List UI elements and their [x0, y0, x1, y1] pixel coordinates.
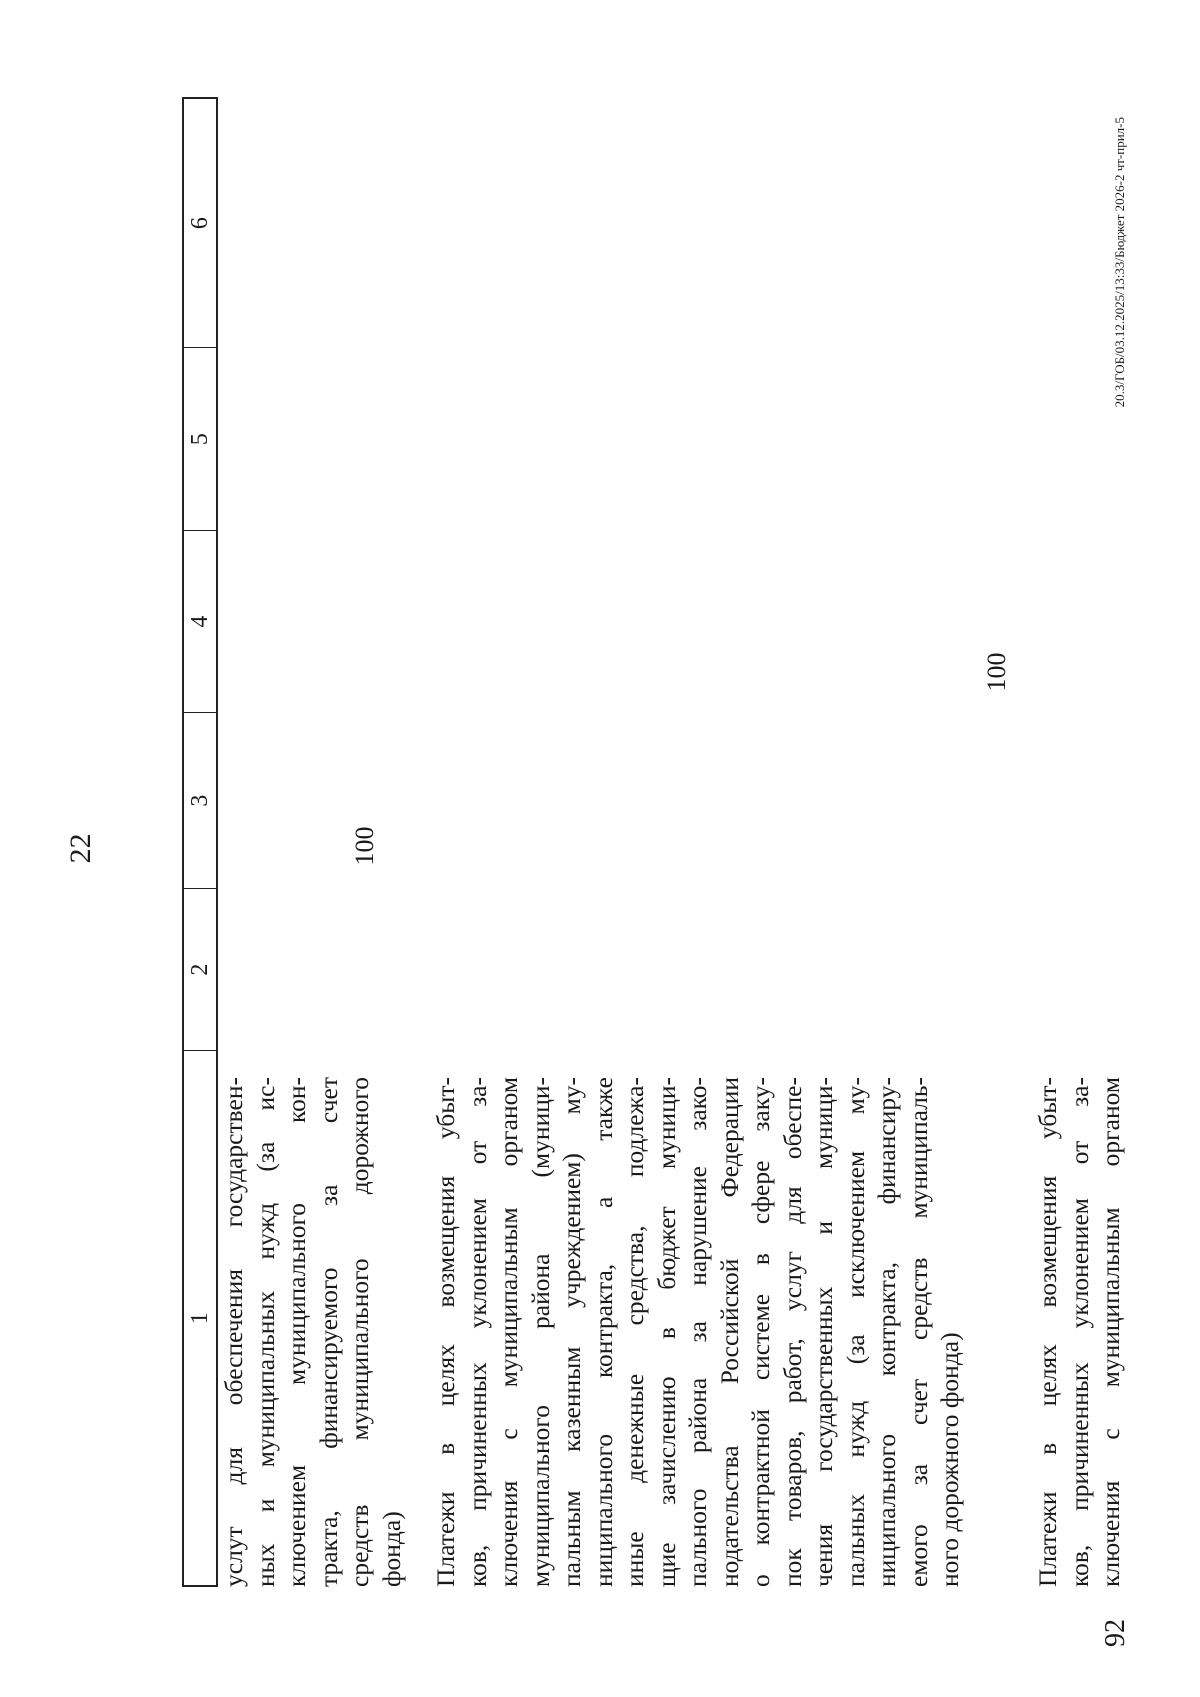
row-2-line: щие зачислению в бюджет муници- — [651, 1077, 681, 1587]
row-1-line: ных и муниципальных нужд (за ис- — [250, 1077, 280, 1587]
page-number-top: 22 — [64, 833, 97, 864]
row-2-line: о контрактной системе в сфере заку- — [746, 1077, 775, 1587]
row-2-line: пального района за нарушение зако- — [683, 1077, 712, 1587]
page-number-bottom: 92 — [1100, 1619, 1131, 1647]
row-2-line: Платежи в целях возмещения убыт- — [431, 1077, 460, 1587]
row-1-line: услут для обеспечения государствен- — [219, 1077, 248, 1587]
row-2-line: ного дорожного фонда) — [935, 1332, 964, 1587]
table-header-row — [182, 97, 218, 1587]
header-col-5: 5 — [184, 347, 216, 530]
table-row-1-text — [218, 1077, 407, 1587]
row-2-line: ниципального контракта, а также — [588, 1077, 618, 1587]
header-col-2: 2 — [184, 888, 216, 1051]
table-row-2-text — [430, 1077, 966, 1587]
row-2-line: пок товаров, работ, услуг для обеспе- — [777, 1077, 807, 1587]
row-3-line: ключения с муниципальным органом — [1096, 1077, 1125, 1587]
row-1-line: тракта, финансируемого за счет — [313, 1077, 343, 1587]
row-2-line: ниципального контракта, финансиру- — [872, 1077, 901, 1587]
row-3-line: ков, причиненных уклонением от за- — [1064, 1077, 1094, 1587]
row-2-line: чения государственных и муници- — [809, 1077, 838, 1587]
header-col-3: 3 — [184, 712, 216, 888]
row-1-col-3-value: 100 — [350, 826, 379, 866]
header-col-4: 4 — [184, 530, 216, 713]
row-2-line: ков, причиненных уклонением от за- — [462, 1077, 492, 1587]
row-2-line: ключения с муниципальным органом — [494, 1077, 523, 1587]
row-2-line: емого за счет средств муниципаль- — [903, 1077, 933, 1587]
row-2-line: пальным казенным учреждением) му- — [557, 1077, 586, 1587]
document-footer-reference: 20.3/ГОБ/03.12.2025/13:33/Бюджет 2026-2 чт-прил-5 — [1112, 117, 1127, 408]
header-col-1: 1 — [184, 1050, 216, 1585]
row-2-line: пальных нужд (за исключением му- — [840, 1077, 870, 1587]
row-2-line: иные денежные средства, подлежа- — [620, 1077, 649, 1587]
row-2-col-4-value: 100 — [982, 652, 1011, 692]
row-3-line: Платежи в целях возмещения убыт- — [1033, 1077, 1062, 1587]
row-2-line: нодательства Российской Федерации — [714, 1077, 744, 1587]
header-col-6: 6 — [187, 217, 213, 230]
row-2-line: муниципального района (муници- — [525, 1077, 555, 1587]
row-1-line: фонда) — [376, 1511, 406, 1587]
row-1-line: ключением муниципального кон- — [282, 1077, 311, 1587]
row-1-line: средств муниципального дорожного — [345, 1077, 374, 1587]
